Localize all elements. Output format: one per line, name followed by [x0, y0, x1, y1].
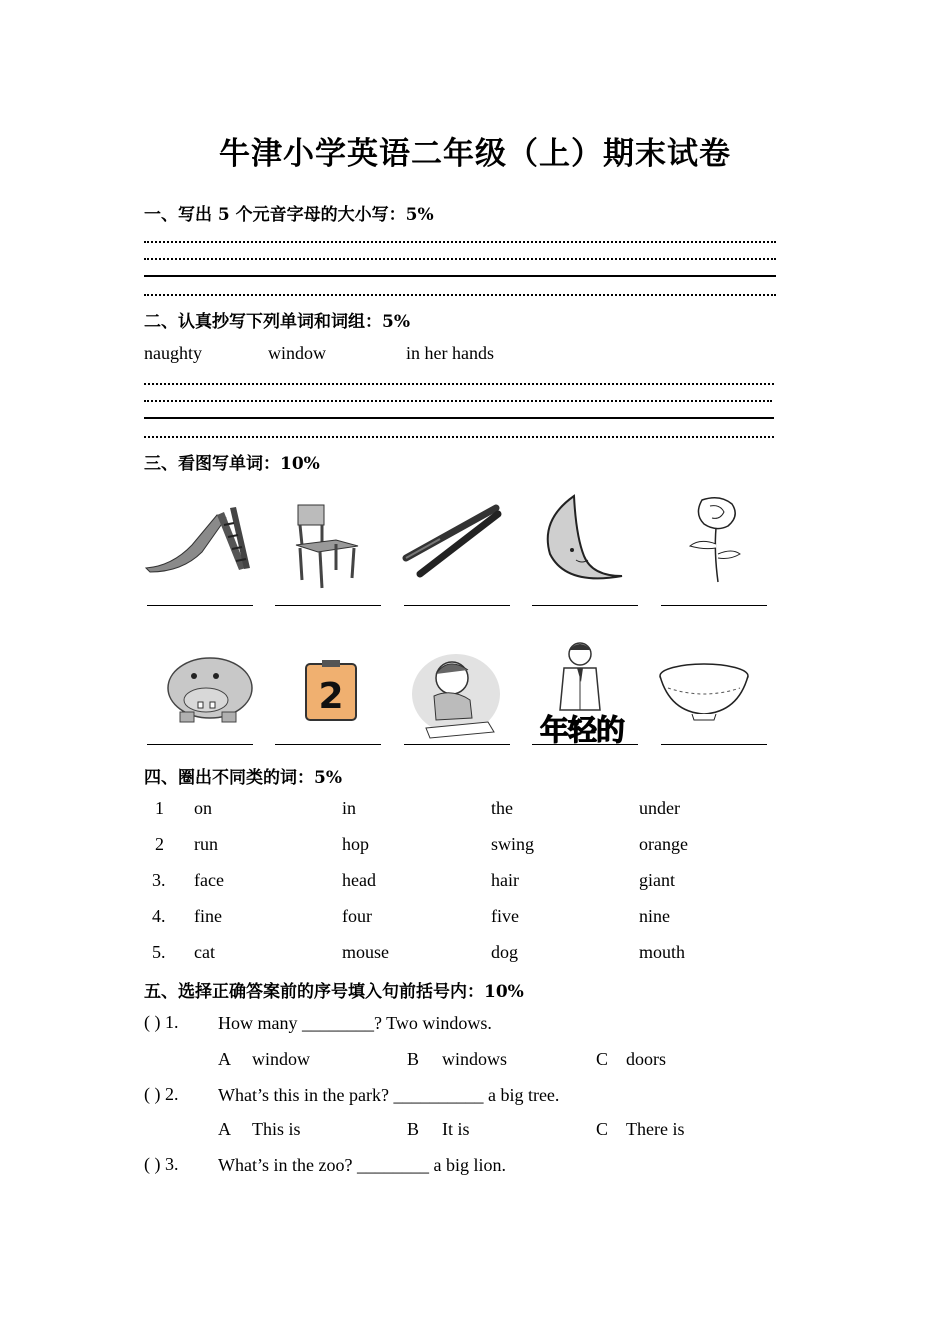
picture-caption: 年轻的	[540, 713, 625, 747]
section3-heading: 三、看图写单词：10%	[144, 454, 320, 474]
hippo-icon	[158, 640, 268, 735]
moon-icon	[532, 490, 642, 585]
option-letter: C	[596, 1119, 609, 1139]
answer-blank[interactable]	[147, 605, 253, 606]
odd-one-out-word[interactable]: nine	[639, 906, 670, 926]
number-two-card-icon	[292, 656, 402, 751]
copy-word: window	[268, 343, 326, 363]
odd-one-out-word[interactable]: hop	[342, 834, 369, 854]
row-number: 5.	[152, 942, 166, 962]
writing-line-solid	[144, 275, 776, 277]
odd-one-out-word[interactable]: in	[342, 798, 357, 818]
odd-one-out-word[interactable]: head	[342, 870, 376, 890]
answer-paren[interactable]: ( ) 2.	[144, 1084, 179, 1104]
section1-heading: 一、写出 5 个元音字母的大小写：5%	[144, 205, 434, 225]
question-text: How many ________? Two windows.	[218, 1013, 492, 1033]
odd-one-out-word[interactable]: hair	[491, 870, 519, 890]
bowl-icon	[656, 656, 766, 751]
section4-heading: 四、圈出不同类的词：5%	[144, 768, 342, 788]
odd-one-out-word[interactable]: cat	[194, 942, 215, 962]
option-text[interactable]: There is	[626, 1119, 685, 1139]
odd-one-out-word[interactable]: four	[342, 906, 372, 926]
copy-word: in her hands	[406, 343, 494, 363]
option-text[interactable]: doors	[626, 1049, 666, 1069]
answer-blank[interactable]	[275, 605, 381, 606]
slide-icon	[142, 490, 252, 585]
answer-blank[interactable]	[532, 605, 638, 606]
question-text: What’s in the zoo? ________ a big lion.	[218, 1155, 506, 1175]
odd-one-out-word[interactable]: dog	[491, 942, 518, 962]
page-title: 牛津小学英语二年级（上）期末试卷	[219, 136, 731, 172]
writing-line-dotted	[144, 436, 774, 438]
answer-blank[interactable]	[532, 744, 638, 745]
answer-paren[interactable]: ( ) 3.	[144, 1154, 179, 1174]
chopsticks-icon	[400, 500, 510, 595]
odd-one-out-word[interactable]: mouth	[639, 942, 686, 962]
section5-heading: 五、选择正确答案前的序号填入句前括号内：10%	[144, 982, 524, 1002]
odd-one-out-word[interactable]: run	[194, 834, 218, 854]
odd-one-out-word[interactable]: on	[194, 798, 212, 818]
answer-blank[interactable]	[404, 744, 510, 745]
writing-line-dotted	[144, 294, 776, 296]
odd-one-out-word[interactable]: five	[491, 906, 519, 926]
option-letter: C	[596, 1049, 609, 1069]
option-text[interactable]: window	[252, 1049, 310, 1069]
option-text[interactable]: This is	[252, 1119, 301, 1139]
answer-blank[interactable]	[661, 744, 767, 745]
answer-paren[interactable]: ( ) 1.	[144, 1012, 179, 1032]
odd-one-out-word[interactable]: under	[639, 798, 680, 818]
question-text: What’s this in the park? __________ a big tree.	[218, 1085, 560, 1105]
row-number: 1	[155, 798, 164, 818]
odd-one-out-word[interactable]: mouse	[342, 942, 389, 962]
writing-line-dotted	[144, 241, 776, 243]
answer-blank[interactable]	[147, 744, 253, 745]
row-number: 3.	[152, 870, 166, 890]
option-letter: A	[218, 1119, 231, 1139]
writing-line-dotted	[144, 383, 774, 385]
row-number: 4.	[152, 906, 166, 926]
option-text[interactable]: windows	[442, 1049, 508, 1069]
odd-one-out-word[interactable]: orange	[639, 834, 688, 854]
girl-drawing-icon	[408, 648, 518, 743]
rose-icon	[660, 492, 770, 587]
odd-one-out-word[interactable]: giant	[639, 870, 675, 890]
answer-blank[interactable]	[275, 744, 381, 745]
chair-icon	[272, 500, 382, 595]
svg-text:2: 2	[318, 676, 344, 717]
section2-heading: 二、认真抄写下列单词和词组：5%	[144, 312, 410, 332]
option-letter: B	[407, 1119, 420, 1139]
odd-one-out-word[interactable]: the	[491, 798, 513, 818]
writing-line-dotted	[144, 400, 772, 402]
row-number: 2	[155, 834, 164, 854]
option-letter: A	[218, 1049, 231, 1069]
copy-word: naughty	[144, 343, 202, 363]
writing-line-dotted	[144, 258, 776, 260]
answer-blank[interactable]	[404, 605, 510, 606]
odd-one-out-word[interactable]: face	[194, 870, 224, 890]
option-text[interactable]: It is	[442, 1119, 470, 1139]
odd-one-out-word[interactable]: fine	[194, 906, 222, 926]
odd-one-out-word[interactable]: swing	[491, 834, 535, 854]
writing-line-solid	[144, 417, 774, 419]
answer-blank[interactable]	[661, 605, 767, 606]
option-letter: B	[407, 1049, 420, 1069]
